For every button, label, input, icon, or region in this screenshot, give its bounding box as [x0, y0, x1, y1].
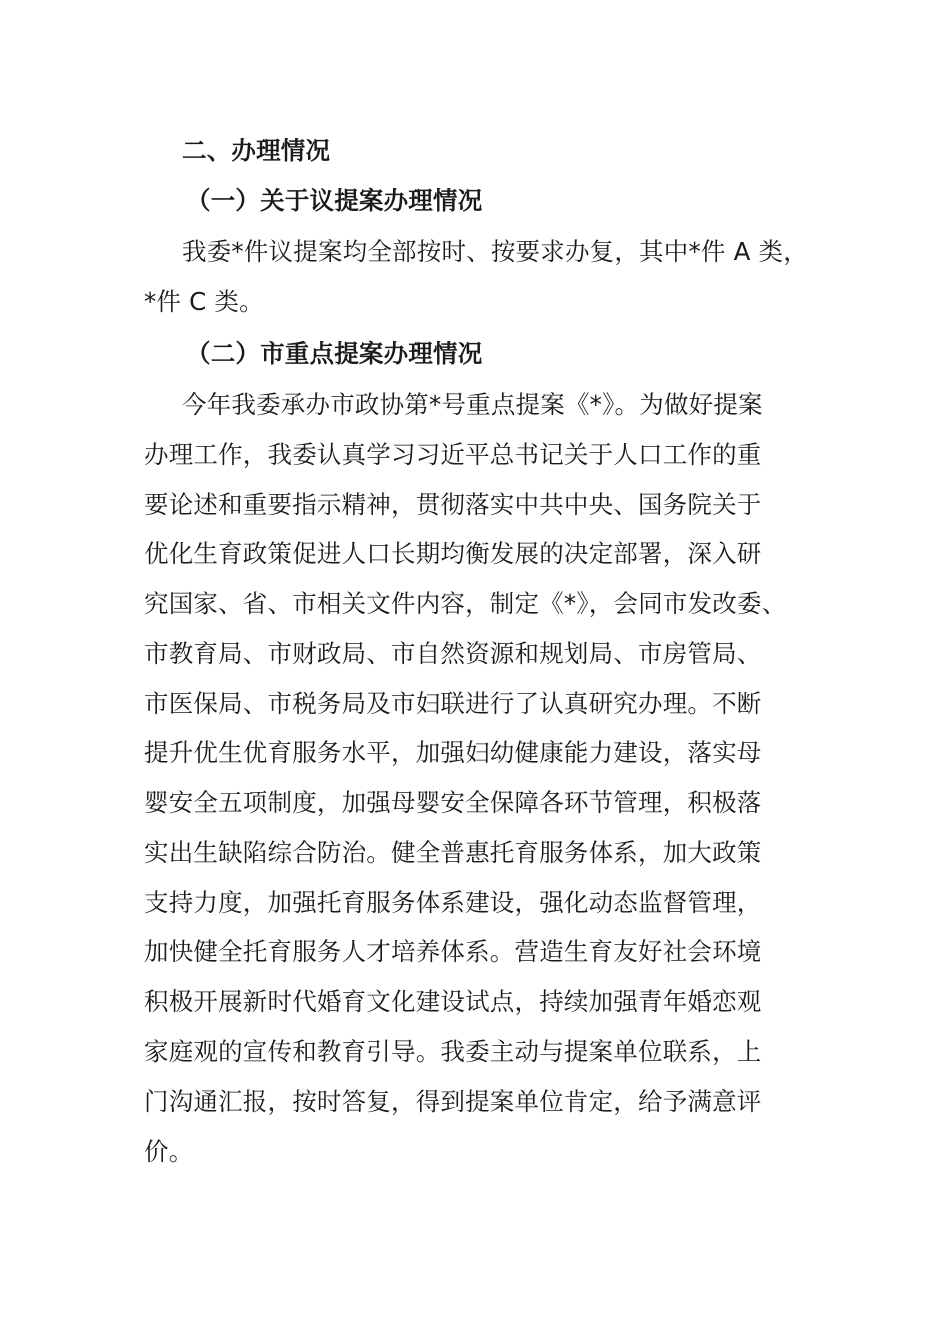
paragraph-2-line-16: 价。	[144, 1137, 194, 1166]
paragraph-2-line-10: 实出生缺陷综合防治。健全普惠托育服务体系，加大政策	[144, 838, 762, 867]
paragraph-2-line-9: 婴安全五项制度，加强母婴安全保障各环节管理，积极落	[144, 788, 762, 817]
paragraph-2-line-7: 市医保局、市税务局及市妇联进行了认真研究办理。不断	[144, 689, 762, 718]
paragraph-2-line-15: 门沟通汇报，按时答复，得到提案单位肯定，给予满意评	[144, 1087, 762, 1116]
subsection-heading-2: （二）市重点提案办理情况	[186, 339, 483, 368]
paragraph-2-line-14: 家庭观的宣传和教育引导。我委主动与提案单位联系，上	[144, 1037, 762, 1066]
paragraph-1-line-1: 我委*件议提案均全部按时、按要求办复，其中*件 A 类，	[182, 237, 808, 266]
paragraph-2-line-1: 今年我委承办市政协第*号重点提案《*》。为做好提案	[182, 390, 763, 419]
paragraph-2-line-12: 加快健全托育服务人才培养体系。营造生育友好社会环境	[144, 937, 762, 966]
paragraph-2-line-4: 优化生育政策促进人口长期均衡发展的决定部署，深入研	[144, 539, 762, 568]
paragraph-2-line-8: 提升优生优育服务水平，加强妇幼健康能力建设，落实母	[144, 738, 762, 767]
paragraph-2-line-3: 要论述和重要指示精神，贯彻落实中共中央、国务院关于	[144, 490, 762, 519]
section-heading: 二、办理情况	[182, 136, 331, 165]
paragraph-2-line-11: 支持力度，加强托育服务体系建设，强化动态监督管理，	[144, 888, 762, 917]
paragraph-2-line-13: 积极开展新时代婚育文化建设试点，持续加强青年婚恋观	[144, 987, 762, 1016]
paragraph-2-line-6: 市教育局、市财政局、市自然资源和规划局、市房管局、	[144, 639, 762, 668]
paragraph-2-line-2: 办理工作，我委认真学习习近平总书记关于人口工作的重	[144, 440, 762, 469]
paragraph-1-line-2: *件 C 类。	[144, 287, 264, 316]
paragraph-2-line-5: 究国家、省、市相关文件内容，制定《*》，会同市发改委、	[144, 589, 787, 618]
subsection-heading-1: （一）关于议提案办理情况	[186, 186, 483, 215]
